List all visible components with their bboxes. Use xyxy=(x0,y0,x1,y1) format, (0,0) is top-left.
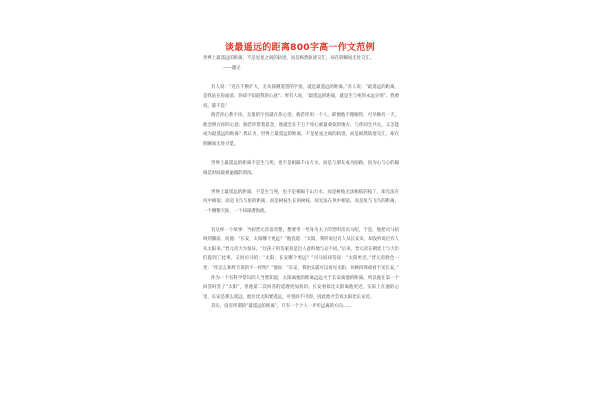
paragraph-7: 其实，没有所谓的“最遥远的距离”，只有一个个人一步步远离的方向…… xyxy=(211,304,352,310)
paragraph-gap xyxy=(203,178,399,188)
document-title: 谈最遥远的距离800字高一作文范例 xyxy=(225,43,375,53)
paragraph-5: 有这样一个故事：当初晋元帝发奇想，想要考一考身为太子的晋明帝司马绍，于是，他把司马绍叫到膝前，问他：“长安，太阳哪个更远？”他答道：“太阳，我听说过有人从长安来，却没听说过有人从太阳来。”晋元帝大为惊异。“这孩子的答案真是出人意料地与众不同。”后来，晋元帝在朝廷上与大臣们提到了此事，又问司马绍：“太阳，长安哪个更远？”司马绍却答说：“太阳更近。”晋元帝脸色一变：“你怎么和昨天说的不一样呢？”他说：“长安，我抬头就可以看见太阳，环顾四周却看不见长安。” xyxy=(203,227,399,272)
intro-paragraph: 世界上最遥远的距离，不是星星之间的轨迹，而是纵然轨迹交汇，却在转瞬间无处交汇。 xyxy=(203,56,375,61)
paragraph-3: 世界上最遥远的距离不是生与死，也不是相隔千山万水，而是与朋友成为陌路，因为心与心的隔阂是时间最难逾越的鸿沟。 xyxy=(203,161,399,176)
paragraph-1: 有人说：“近在不断扩大，无从探测遥望的宇宙，就是最遥远的距离。”有人说：“最遥远的距离，是我站在你面前，你却不知道我的心意”；更有人说，“最遥远的距离，就是生与死的永远分别”。我要说，都不是！ xyxy=(203,84,399,109)
paragraph-gap xyxy=(203,216,399,226)
paragraph-2: 倘若你心系宇宙，无垠的宇宙就在你心里；倘若你用一个人，即便他不理解你，可早晚有一天，他会明白你的心意；倘若你带着思念，他就会在千万个你心底最柔软的地方，与你同生共灭。又怎能成为最遥远的距离？我认为，世界上最遥远的距离，不是星星之间的轨迹，而是纵然轨迹交汇，却在转瞬间无处寻觅。 xyxy=(203,113,399,147)
document-body xyxy=(203,54,399,312)
paragraph-6: 作为一个有科学常识的人当然知道，太阳离他的距离远远大于长安离他的距离。所以他在第一个回答时答了“太阳”，但他第二次回答的道理更加真切。长安看似比太阳离他更近，实际上在他的心里，长安是那么遥远。他位比太阳要遥远，可望而不可即，因此他才会说太阳比长安近。 xyxy=(203,275,399,300)
paragraph-gap xyxy=(203,149,399,159)
paragraph-4: 世界上最遥远的距离，不是生与死，也不是相隔千山万水，而是树枝无法相依的枝丫，却无法在风中相依；而是飞鸟与鱼的距离，而是树枝生长的树枝，却无法在风中相依，而是鱼与飞鸟的距离，一个翱翔天际，一个却深潜海底。 xyxy=(203,189,399,214)
epigraph: ——题记 xyxy=(223,65,241,71)
